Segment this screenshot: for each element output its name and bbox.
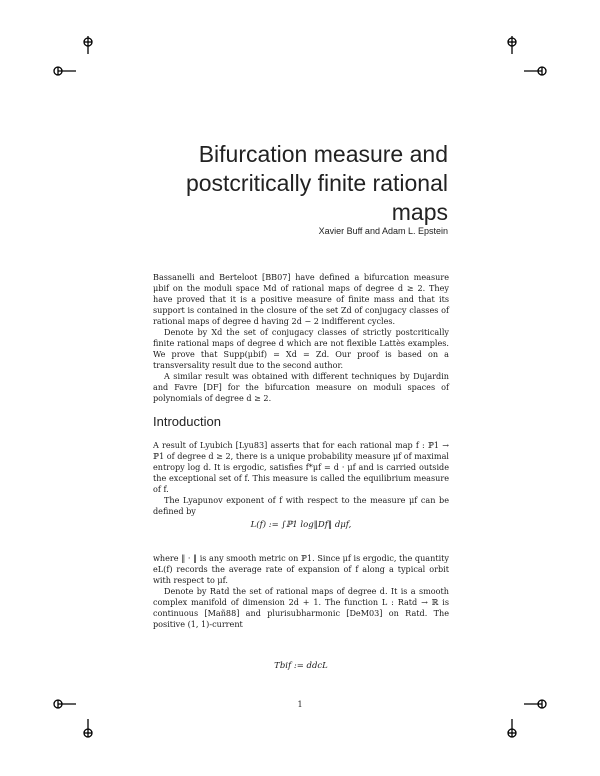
title-line-2: postcritically finite rational (185, 170, 448, 196)
abstract-paragraph-2: Denote by Xd the set of conjugacy classes of strictly postcritically finite rational maps of degree d which are not flexible Lattès examples. We prove that Supp(μbif) = Xd = Zd. Our proof is based on a transversality result due to the second author. (153, 327, 449, 370)
abstract-paragraph-1: Bassanelli and Berteloot [BB07] have defined a bifurcation measure μbif on the moduli space Md of rational maps of degree d ≥ 2. They have proved that it is a positive measure of finite mass and that its support is contained in the closure of the set Zd of conjugacy classes of rational maps of degree d having 2d − 2 indifferent cycles. (153, 272, 449, 326)
crop-mark-bottom-left (48, 697, 98, 745)
title-line-3: maps (391, 199, 448, 225)
intro-paragraph-3: where ‖ · ‖ is any smooth metric on ℙ1. Since μf is ergodic, the quantity eL(f) records the average rate of expansion of f along a typical orbit with respect to μf. (153, 553, 449, 585)
crop-mark-top-left (48, 32, 98, 80)
crop-mark-top-right (502, 32, 552, 80)
paper-title (150, 140, 448, 227)
abstract-paragraph-3: A similar result was obtained with different techniques by Dujardin and Favre [DF] for the bifurcation measure on moduli spaces of polynomials of degree d ≥ 2. (153, 371, 449, 403)
equation-bifurcation-current: Tbif := ddcL (274, 661, 328, 671)
intro-paragraph-2: The Lyapunov exponent of f with respect to the measure μf can be defined by (153, 495, 449, 516)
title-line-1: Bifurcation measure and (198, 141, 448, 167)
section-heading-introduction: Introduction (153, 414, 221, 429)
crop-mark-bottom-right (502, 697, 552, 745)
authors: Xavier Buff and Adam L. Epstein (318, 226, 448, 236)
introduction-part-1 (153, 440, 449, 517)
page-number: 1 (297, 700, 303, 709)
intro-paragraph-4: Denote by Ratd the set of rational maps of degree d. It is a smooth complex manifold of dimension 2d + 1. The function L : Ratd → ℝ is continuous [Mañ88] and plurisubharmonic [DeM03] on Ratd. The positive (1, 1)-current (153, 586, 449, 629)
abstract (153, 272, 449, 404)
equation-lyapunov: L(f) := ∫ℙ1 log‖Df‖ dμf, (250, 520, 352, 530)
introduction-part-2 (153, 553, 449, 630)
intro-paragraph-1: A result of Lyubich [Lyu83] asserts that for each rational map f : ℙ1 → ℙ1 of degree d ≥ 2, there is a unique probability measure μf of maximal entropy log d. It is ergodic, satisfies f*μf = d · μf and is carried outside the exceptional set of f. This measure is called the equilibrium measure of f. (153, 440, 449, 494)
